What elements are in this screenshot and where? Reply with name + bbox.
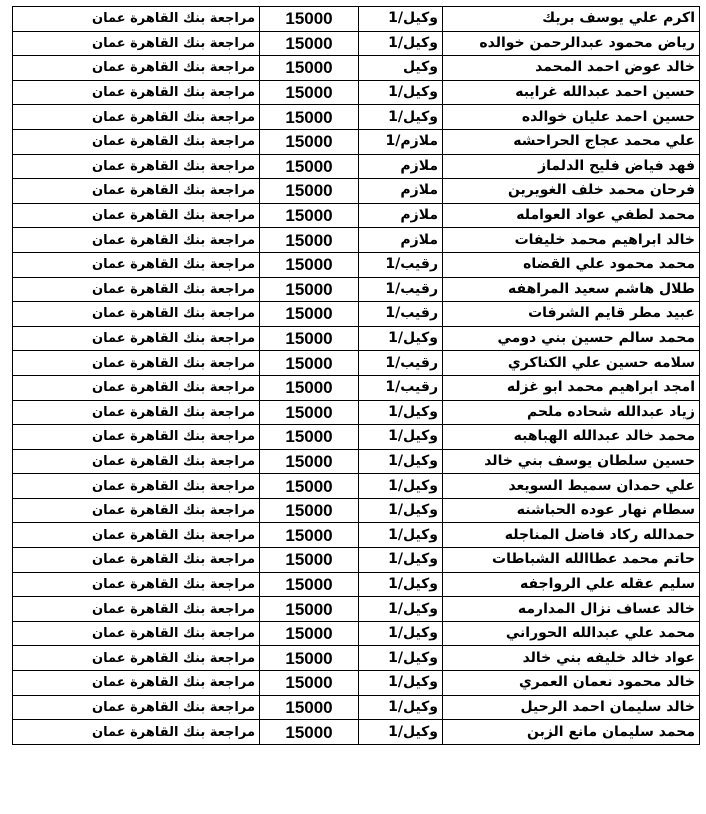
table-row: [13, 179, 700, 204]
rank-cell: وكيل/1: [359, 646, 443, 671]
name-cell: فهد فياض فليح الدلماز: [443, 154, 700, 179]
note-cell: مراجعة بنك القاهرة عمان: [13, 375, 260, 400]
amount-cell: 15000: [260, 548, 359, 573]
name-cell: خالد سليمان احمد الرحيل: [443, 695, 700, 720]
note-cell: مراجعة بنك القاهرة عمان: [13, 720, 260, 745]
name-cell: علي محمد عجاج الحراحشه: [443, 129, 700, 154]
table-row: [13, 695, 700, 720]
name-cell: زياد عبدالله شحاده ملحم: [443, 400, 700, 425]
name-cell: فرحان محمد خلف الغويرين: [443, 179, 700, 204]
note-cell: مراجعة بنك القاهرة عمان: [13, 31, 260, 56]
name-cell: حسين احمد عبدالله غرايبه: [443, 80, 700, 105]
table-row: [13, 671, 700, 696]
note-cell: مراجعة بنك القاهرة عمان: [13, 449, 260, 474]
amount-cell: 15000: [260, 179, 359, 204]
rank-cell: وكيل/1: [359, 31, 443, 56]
name-cell: خالد محمود نعمان العمري: [443, 671, 700, 696]
table-row: [13, 523, 700, 548]
rank-cell: وكيل/1: [359, 572, 443, 597]
amount-cell: 15000: [260, 351, 359, 376]
table-row: [13, 7, 700, 32]
amount-cell: 15000: [260, 7, 359, 32]
roster-table-body: [13, 7, 700, 745]
amount-cell: 15000: [260, 671, 359, 696]
table-row: [13, 425, 700, 450]
table-row: [13, 252, 700, 277]
document-sheet: [12, 6, 700, 800]
amount-cell: 15000: [260, 621, 359, 646]
amount-cell: 15000: [260, 129, 359, 154]
table-row: [13, 720, 700, 745]
table-row: [13, 326, 700, 351]
note-cell: مراجعة بنك القاهرة عمان: [13, 302, 260, 327]
name-cell: سلامه حسين علي الكناكري: [443, 351, 700, 376]
name-cell: خالد عساف نزال المدارمه: [443, 597, 700, 622]
amount-cell: 15000: [260, 326, 359, 351]
amount-cell: 15000: [260, 252, 359, 277]
name-cell: محمد علي عبدالله الحوراني: [443, 621, 700, 646]
name-cell: طلال هاشم سعيد المراهفه: [443, 277, 700, 302]
note-cell: مراجعة بنك القاهرة عمان: [13, 425, 260, 450]
note-cell: مراجعة بنك القاهرة عمان: [13, 129, 260, 154]
amount-cell: 15000: [260, 425, 359, 450]
note-cell: مراجعة بنك القاهرة عمان: [13, 523, 260, 548]
note-cell: مراجعة بنك القاهرة عمان: [13, 695, 260, 720]
name-cell: محمد سليمان مانع الزبن: [443, 720, 700, 745]
rank-cell: رقيب/1: [359, 277, 443, 302]
table-row: [13, 572, 700, 597]
note-cell: مراجعة بنك القاهرة عمان: [13, 400, 260, 425]
rank-cell: وكيل/1: [359, 720, 443, 745]
name-cell: حسين سلطان يوسف بني خالد: [443, 449, 700, 474]
note-cell: مراجعة بنك القاهرة عمان: [13, 228, 260, 253]
note-cell: مراجعة بنك القاهرة عمان: [13, 597, 260, 622]
rank-cell: ملازم: [359, 179, 443, 204]
table-row: [13, 154, 700, 179]
table-row: [13, 375, 700, 400]
note-cell: مراجعة بنك القاهرة عمان: [13, 646, 260, 671]
table-row: [13, 597, 700, 622]
amount-cell: 15000: [260, 105, 359, 130]
rank-cell: وكيل: [359, 56, 443, 81]
note-cell: مراجعة بنك القاهرة عمان: [13, 252, 260, 277]
rank-cell: وكيل/1: [359, 498, 443, 523]
note-cell: مراجعة بنك القاهرة عمان: [13, 572, 260, 597]
name-cell: رياض محمود عبدالرحمن خوالده: [443, 31, 700, 56]
table-row: [13, 80, 700, 105]
note-cell: مراجعة بنك القاهرة عمان: [13, 474, 260, 499]
table-row: [13, 646, 700, 671]
amount-cell: 15000: [260, 400, 359, 425]
rank-cell: وكيل/1: [359, 7, 443, 32]
name-cell: محمد خالد عبدالله الهباهبه: [443, 425, 700, 450]
note-cell: مراجعة بنك القاهرة عمان: [13, 351, 260, 376]
amount-cell: 15000: [260, 474, 359, 499]
table-row: [13, 277, 700, 302]
rank-cell: وكيل/1: [359, 597, 443, 622]
table-row: [13, 474, 700, 499]
table-row: [13, 56, 700, 81]
rank-cell: وكيل/1: [359, 474, 443, 499]
note-cell: مراجعة بنك القاهرة عمان: [13, 56, 260, 81]
amount-cell: 15000: [260, 31, 359, 56]
table-row: [13, 400, 700, 425]
table-row: [13, 203, 700, 228]
name-cell: اكرم علي يوسف بريك: [443, 7, 700, 32]
table-row: [13, 302, 700, 327]
amount-cell: 15000: [260, 375, 359, 400]
name-cell: حمدالله ركاد فاضل المناجله: [443, 523, 700, 548]
name-cell: سطام نهار عوده الحباشنه: [443, 498, 700, 523]
table-row: [13, 498, 700, 523]
amount-cell: 15000: [260, 203, 359, 228]
amount-cell: 15000: [260, 449, 359, 474]
note-cell: مراجعة بنك القاهرة عمان: [13, 179, 260, 204]
note-cell: مراجعة بنك القاهرة عمان: [13, 277, 260, 302]
amount-cell: 15000: [260, 154, 359, 179]
amount-cell: 15000: [260, 572, 359, 597]
amount-cell: 15000: [260, 56, 359, 81]
rank-cell: رقيب/1: [359, 351, 443, 376]
rank-cell: وكيل/1: [359, 671, 443, 696]
rank-cell: وكيل/1: [359, 695, 443, 720]
rank-cell: وكيل/1: [359, 326, 443, 351]
table-row: [13, 129, 700, 154]
table-row: [13, 105, 700, 130]
note-cell: مراجعة بنك القاهرة عمان: [13, 7, 260, 32]
roster-table: [12, 6, 700, 745]
amount-cell: 15000: [260, 80, 359, 105]
note-cell: مراجعة بنك القاهرة عمان: [13, 203, 260, 228]
name-cell: حسين احمد عليان خوالده: [443, 105, 700, 130]
name-cell: محمد سالم حسين بني دومي: [443, 326, 700, 351]
name-cell: حاتم محمد عطاالله الشباطات: [443, 548, 700, 573]
name-cell: سليم عقله علي الرواجفه: [443, 572, 700, 597]
name-cell: امجد ابراهيم محمد ابو غزله: [443, 375, 700, 400]
name-cell: خالد ابراهيم محمد خليفات: [443, 228, 700, 253]
note-cell: مراجعة بنك القاهرة عمان: [13, 498, 260, 523]
rank-cell: وكيل/1: [359, 105, 443, 130]
table-row: [13, 228, 700, 253]
table-row: [13, 449, 700, 474]
rank-cell: ملازم/1: [359, 129, 443, 154]
rank-cell: وكيل/1: [359, 621, 443, 646]
name-cell: علي حمدان سميط السويعد: [443, 474, 700, 499]
note-cell: مراجعة بنك القاهرة عمان: [13, 548, 260, 573]
note-cell: مراجعة بنك القاهرة عمان: [13, 154, 260, 179]
rank-cell: رقيب/1: [359, 252, 443, 277]
rank-cell: ملازم: [359, 203, 443, 228]
rank-cell: وكيل/1: [359, 523, 443, 548]
rank-cell: رقيب/1: [359, 375, 443, 400]
name-cell: عواد خالد خليفه بني خالد: [443, 646, 700, 671]
amount-cell: 15000: [260, 302, 359, 327]
rank-cell: رقيب/1: [359, 302, 443, 327]
rank-cell: وكيل/1: [359, 425, 443, 450]
note-cell: مراجعة بنك القاهرة عمان: [13, 621, 260, 646]
note-cell: مراجعة بنك القاهرة عمان: [13, 671, 260, 696]
rank-cell: وكيل/1: [359, 548, 443, 573]
rank-cell: وكيل/1: [359, 400, 443, 425]
name-cell: عبيد مطر قايم الشرفات: [443, 302, 700, 327]
table-row: [13, 621, 700, 646]
table-row: [13, 351, 700, 376]
name-cell: محمد محمود علي القضاه: [443, 252, 700, 277]
note-cell: مراجعة بنك القاهرة عمان: [13, 105, 260, 130]
name-cell: خالد عوض احمد المحمد: [443, 56, 700, 81]
amount-cell: 15000: [260, 228, 359, 253]
amount-cell: 15000: [260, 277, 359, 302]
amount-cell: 15000: [260, 597, 359, 622]
table-row: [13, 548, 700, 573]
rank-cell: وكيل/1: [359, 449, 443, 474]
amount-cell: 15000: [260, 523, 359, 548]
amount-cell: 15000: [260, 720, 359, 745]
note-cell: مراجعة بنك القاهرة عمان: [13, 326, 260, 351]
amount-cell: 15000: [260, 498, 359, 523]
amount-cell: 15000: [260, 646, 359, 671]
name-cell: محمد لطفي عواد العوامله: [443, 203, 700, 228]
rank-cell: وكيل/1: [359, 80, 443, 105]
rank-cell: ملازم: [359, 154, 443, 179]
amount-cell: 15000: [260, 695, 359, 720]
note-cell: مراجعة بنك القاهرة عمان: [13, 80, 260, 105]
rank-cell: ملازم: [359, 228, 443, 253]
table-row: [13, 31, 700, 56]
